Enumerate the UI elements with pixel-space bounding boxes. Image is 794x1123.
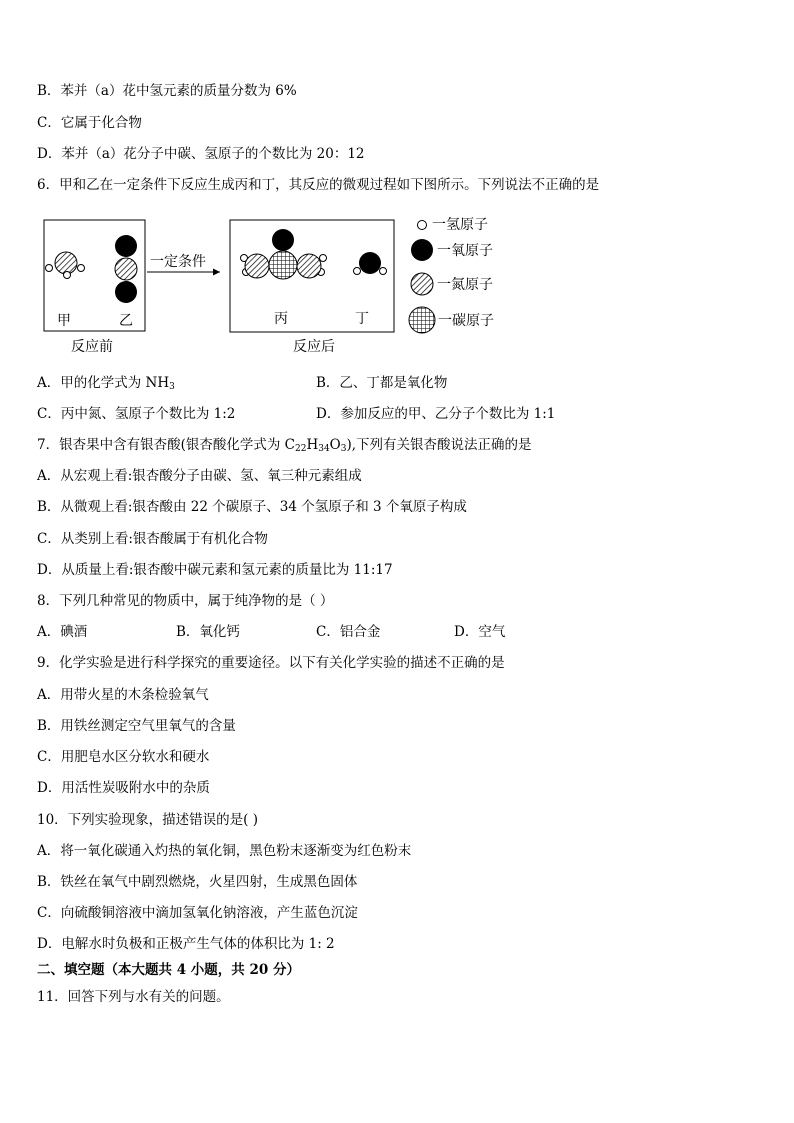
q8-option-d: D．空气	[454, 624, 506, 640]
q9-option-c: C．用肥皂水区分软水和硬水	[37, 749, 210, 765]
molecule-bing	[241, 229, 327, 279]
q7-stem: 7．银杏果中含有银杏酸(银杏酸化学式为 $C_{22}H_{34}O_3$),下列有关银杏酸说法正确的是	[37, 437, 532, 454]
q7-option-d: D．从质量上看:银杏酸中碳元素和氢元素的质量比为 11:17	[37, 562, 393, 578]
q9-option-b: B．用铁丝测定空气里氧气的含量	[37, 718, 236, 734]
oxygen-legend-icon	[411, 239, 433, 261]
legend-nitrogen: 一氮原子	[437, 277, 493, 293]
legend-oxygen: 一氧原子	[437, 243, 493, 259]
legend-carbon: 一碳原子	[438, 313, 494, 329]
q6-option-a: A．甲的化学式为 $NH_3$	[37, 375, 175, 392]
q8-option-b: B．氧化钙	[176, 624, 240, 640]
caption-after: 反应后	[293, 339, 335, 355]
q7-option-a: A．从宏观上看:银杏酸分子由碳、氢、氧三种元素组成	[37, 468, 362, 484]
q8-option-c: C．铝合金	[316, 624, 381, 640]
q10-option-b: B．铁丝在氧气中剧烈燃烧，火星四射，生成黑色固体	[37, 874, 358, 890]
caption-before: 反应前	[71, 339, 113, 355]
label-bing: 丙	[274, 311, 288, 327]
q10-stem: 10．下列实验现象，描述错误的是( )	[37, 812, 259, 828]
q6-option-b: B．乙、丁都是氧化物	[316, 375, 448, 391]
q9-option-d: D．用活性炭吸附水中的杂质	[37, 780, 210, 796]
q10-option-c: C．向硫酸铜溶液中滴加氢氧化钠溶液，产生蓝色沉淀	[37, 905, 358, 921]
q5-option-d: D．苯并（a）花分子中碳、氢原子的个数比为 20：12	[37, 146, 365, 162]
q6-option-c: C．丙中氮、氢原子个数比为 1:2	[37, 406, 236, 422]
molecule-ding	[354, 252, 387, 275]
q6-stem: 6．甲和乙在一定条件下反应生成丙和丁，其反应的微观过程如下图所示。下列说法不正确的是	[37, 177, 600, 193]
q8-stem: 8．下列几种常见的物质中，属于纯净物的是（ ）	[37, 593, 334, 609]
q9-stem: 9．化学实验是进行科学探究的重要途径。以下有关化学实验的描述不正确的是	[37, 655, 505, 671]
section-title: 二、填空题（本大题共 4 小题，共 20 分）	[37, 962, 300, 978]
q10-option-a: A．将一氧化碳通入灼热的氧化铜，黑色粉末逐渐变为红色粉末	[37, 843, 412, 859]
nitrogen-legend-icon	[411, 273, 433, 295]
q7-option-c: C．从类别上看:银杏酸属于有机化合物	[37, 531, 268, 547]
q5-option-b: B．苯并（a）花中氢元素的质量分数为 6%	[37, 83, 297, 99]
label-yi: 乙	[119, 313, 133, 329]
q8-option-a: A．碘酒	[37, 624, 88, 640]
legend-hydrogen: 一氢原子	[432, 217, 488, 233]
label-ding: 丁	[355, 311, 369, 327]
molecule-jia	[46, 252, 85, 279]
molecule-yi	[115, 235, 137, 303]
q11-stem: 11．回答下列与水有关的问题。	[37, 989, 230, 1005]
legend	[409, 217, 494, 333]
reaction-condition: 一定条件	[150, 254, 206, 270]
hydrogen-legend-icon	[418, 221, 427, 230]
q6-option-d: D．参加反应的甲、乙分子个数比为 1:1	[316, 406, 556, 422]
q10-option-d: D．电解水时负极和正极产生气体的体积比为 1: 2	[37, 936, 335, 952]
q7-option-b: B．从微观上看:银杏酸由 22 个碳原子、34 个氢原子和 3 个氧原子构成	[37, 499, 467, 515]
label-jia: 甲	[57, 313, 71, 329]
carbon-legend-icon	[409, 307, 435, 333]
reaction-diagram	[37, 208, 557, 364]
q9-option-a: A．用带火星的木条检验氧气	[37, 687, 209, 703]
q5-option-c: C．它属于化合物	[37, 115, 142, 131]
